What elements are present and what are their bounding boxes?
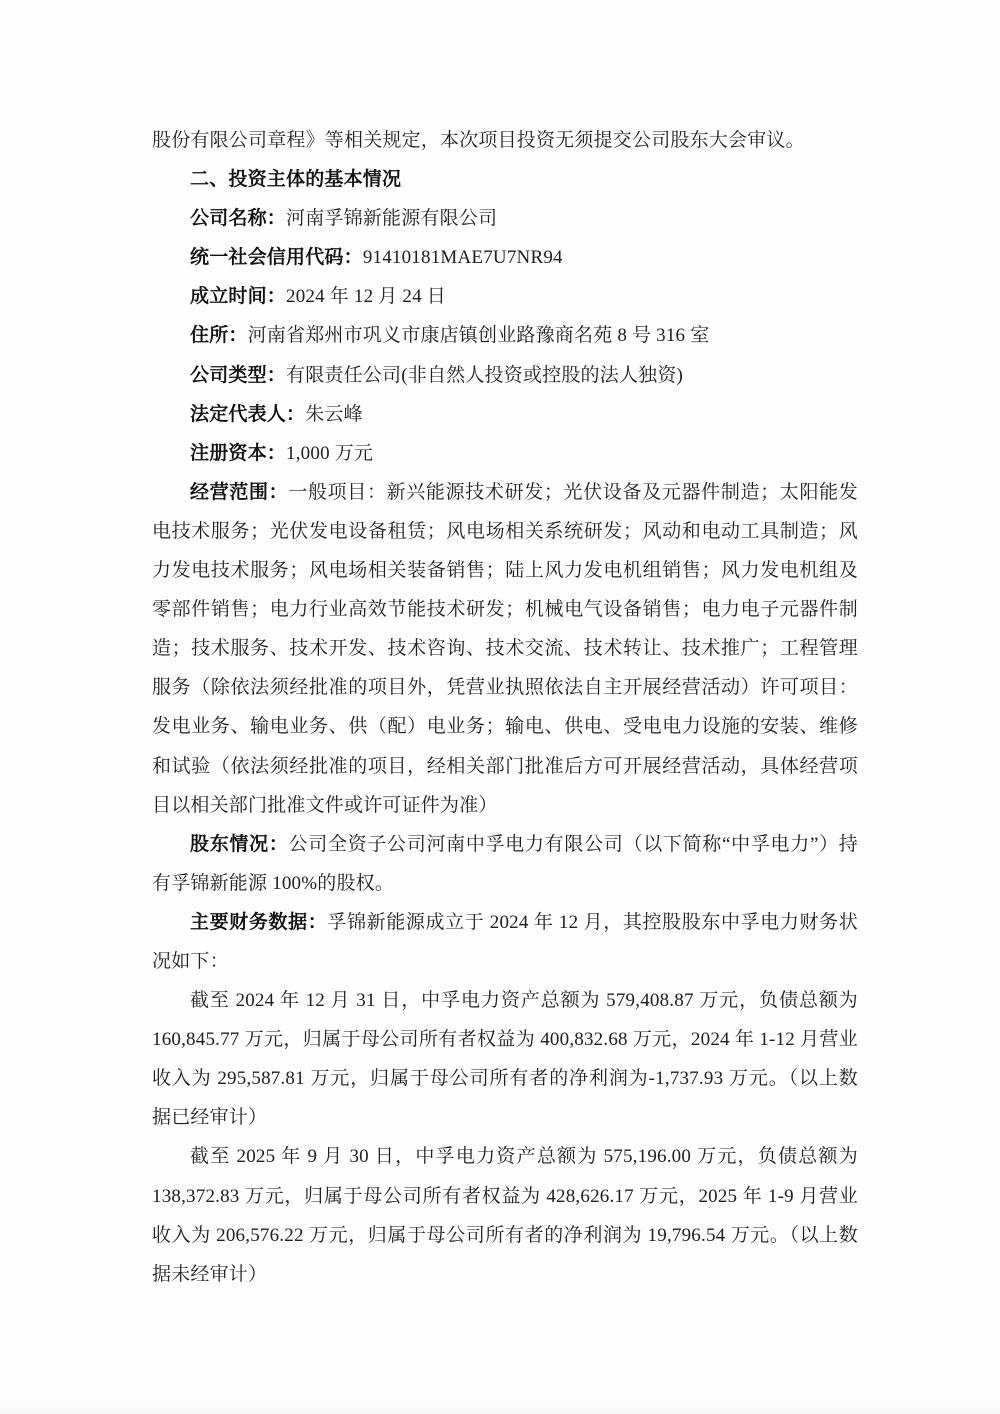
section-heading-line	[152, 160, 858, 199]
field-label: 公司类型：	[190, 364, 287, 386]
text-line	[152, 1098, 858, 1137]
text-line	[152, 434, 858, 473]
line-text: 1,000 万元	[286, 442, 374, 464]
line-text: 有限责任公司(非自然人投资或控股的法人独资)	[286, 364, 684, 386]
line-text: 收入为 295,587.81 万元，归属于母公司所有者的净利润为-1,737.93 万元。（以上数	[152, 1068, 858, 1090]
field-label: 经营范围：	[190, 481, 289, 503]
line-text: 孚锦新能源成立于 2024 年 12 月，其控股股东中孚电力财务状	[327, 911, 858, 933]
line-text: 160,845.77 万元，归属于母公司所有者权益为 400,832.68 万元，2024 年 1-12 月营业	[152, 1029, 858, 1051]
line-text: 况如下：	[152, 950, 229, 972]
line-text: 有孚锦新能源 100%的股权。	[152, 872, 395, 894]
field-label: 成立时间：	[190, 286, 287, 308]
line-text: 一般项目：新兴能源技术研发；光伏设备及元器件制造；太阳能发	[288, 481, 858, 503]
text-line	[152, 747, 858, 786]
line-text: 发电业务、输电业务、供（配）电业务；输电、供电、受电电力设施的安装、维修	[152, 716, 858, 738]
text-line	[152, 825, 858, 864]
text-line	[152, 512, 858, 551]
line-text: 零部件销售；电力行业高效节能技术研发；机械电气设备销售；电力电子元器件制	[152, 599, 858, 621]
text-line	[152, 590, 858, 629]
text-line	[152, 316, 858, 355]
field-label: 二、投资主体的基本情况	[190, 169, 402, 191]
text-line	[152, 1020, 858, 1059]
text-line	[152, 903, 858, 942]
text-line	[152, 629, 858, 668]
line-text: 138,372.83 万元，归属于母公司所有者权益为 428,626.17 万元，2025 年 1-9 月营业	[152, 1185, 858, 1207]
text-line	[152, 1059, 858, 1098]
text-line	[152, 238, 858, 277]
text-line	[152, 395, 858, 434]
line-text: 截至 2025 年 9 月 30 日，中孚电力资产总额为 575,196.00 万元，负债总额为	[190, 1146, 858, 1168]
text-line	[152, 121, 858, 160]
line-text: 截至 2024 年 12 月 31 日，中孚电力资产总额为 579,408.87 万元，负债总额为	[190, 990, 858, 1012]
text-line	[152, 1177, 858, 1216]
text-line	[152, 1137, 858, 1176]
text-line	[152, 981, 858, 1020]
line-text: 据已经审计）	[152, 1107, 268, 1129]
text-line	[152, 551, 858, 590]
line-text: 股份有限公司章程》等相关规定，本次项目投资无须提交公司股东大会审议。	[152, 130, 805, 151]
field-label: 住所：	[190, 325, 248, 347]
line-text: 目以相关部门批准文件或许可证件为准）	[152, 794, 498, 816]
text-line	[152, 668, 858, 707]
line-text: 力发电技术服务；风电场相关装备销售；陆上风力发电机组销售；风力发电机组及	[152, 560, 858, 582]
line-text: 河南孚锦新能源有限公司	[286, 208, 498, 230]
field-label: 统一社会信用代码：	[190, 247, 363, 269]
line-text: 朱云峰	[305, 403, 363, 425]
line-text: 公司全资子公司河南中孚电力有限公司（以下简称“中孚电力”）持	[288, 833, 858, 855]
field-label: 注册资本：	[190, 442, 287, 464]
text-line	[152, 1255, 858, 1294]
text-line	[152, 942, 858, 981]
text-line	[152, 1216, 858, 1255]
text-line	[152, 199, 858, 238]
line-text: 电技术服务；光伏发电设备租赁；风电场相关系统研发；风动和电动工具制造；风	[152, 520, 858, 542]
line-text: 2024 年 12 月 24 日	[286, 286, 446, 308]
text-line	[152, 707, 858, 746]
line-text: 服务（除依法须经批准的项目外，凭营业执照依法自主开展经营活动）许可项目：	[152, 677, 858, 699]
line-text: 据未经审计）	[152, 1263, 268, 1285]
line-text: 和试验（依法须经批准的项目，经相关部门批准后方可开展经营活动，具体经营项	[152, 755, 858, 777]
field-label: 法定代表人：	[190, 403, 306, 425]
text-line	[152, 277, 858, 316]
field-label: 主要财务数据：	[190, 911, 328, 933]
line-text: 河南省郑州市巩义市康店镇创业路豫商名苑 8 号 316 室	[247, 325, 710, 347]
line-text: 造；技术服务、技术开发、技术咨询、技术交流、技术转让、技术推广；工程管理	[152, 638, 858, 660]
document-text-block	[152, 121, 858, 1294]
field-label: 公司名称：	[190, 208, 287, 230]
field-label: 股东情况：	[190, 833, 289, 855]
text-line	[152, 864, 858, 903]
text-line	[152, 786, 858, 825]
line-text: 91410181MAE7U7NR94	[362, 247, 563, 269]
text-line	[152, 473, 858, 512]
text-line	[152, 356, 858, 395]
line-text: 收入为 206,576.22 万元，归属于母公司所有者的净利润为 19,796.54 万元。（以上数	[152, 1224, 858, 1246]
